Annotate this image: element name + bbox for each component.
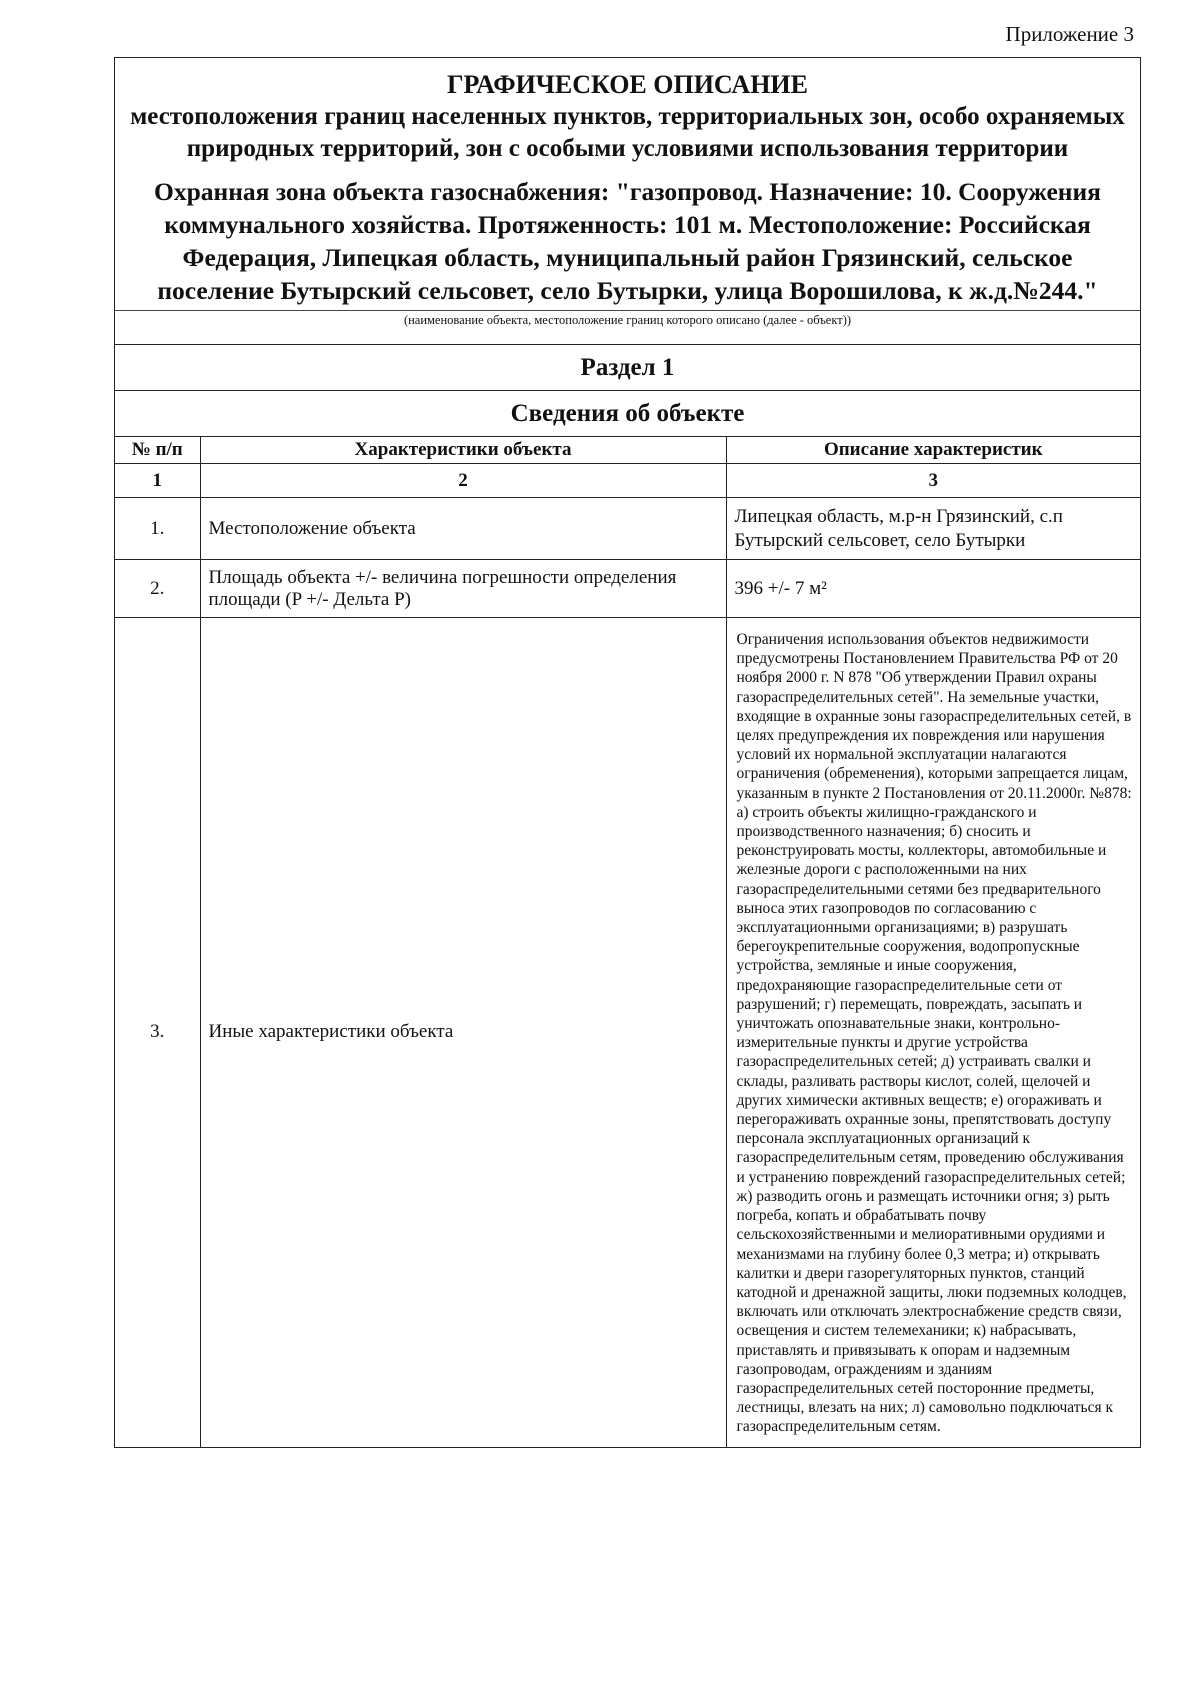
row-description: Ограничения использования объектов недвижимости предусмотрены Постановлением Правительства РФ от 20 ноября 2000 г. N 878 "Об утверждении Правил охраны газораспределительных сетей". На земельные участки, входящие в охранные зоны газораспределительных сетей, в целях предупреждения их повреждения или нарушения условий их нормальной эксплуатации налагаются ограничения (обременения), которыми запрещается лицам, указанным в пункте 2 Постановления от 20.11.2000г. №878: а) строить объекты жилищно-гражданского и производственного назначения; б) сносить и реконструировать мосты, коллекторы, автомобильные и железные дороги с расположенными на них газораспределительными сетями без предварительного выноса этих газопроводов по согласованию с эксплуатационными организациями; в) разрушать берегоукрепительные сооружения, водопропускные устройства, земляные и иные сооружения, предохраняющие газораспределительные сети от разрушений; г) перемещать, повреждать, засыпать и уничтожать опознавательные знаки, контрольно-измерительные пункты и другие устройства газораспределительных сетей; д) устраивать свалки и склады, разливать растворы кислот, солей, щелочей и других химически активных веществ; е) огораживать и перегораживать охранные зоны, препятствовать доступу персонала эксплуатационных организаций к газораспределительным сетям, проведению обслуживания и устранению повреждений газораспределительных сетей; ж) разводить огонь и размещать источники огня; з) рыть погреба, копать и обрабатывать почву сельскохозяйственными и мелиоративными орудиями и механизмами на глубину более 0,3 метра; и) открывать калитки и двери газорегуляторных пунктов, станций катодной и дренажной защиты, люки подземных колодцев, включать или отключать электроснабжение средств связи, освещения и систем телемеханики; к) набрасывать, приставлять и привязывать к опорам и надземным газопроводам, ограждениям и зданиям газораспределительных сетей посторонние предметы, лестницы, влезать на них; л) самовольно подключаться к газораспределительным сетям.	[726, 618, 1140, 1447]
document-subtitle: местоположения границ населенных пунктов, территориальных зон, особо охраняемых природных территорий, зон с особыми условиями использования территории	[130, 103, 1125, 162]
column-number-row	[115, 464, 1140, 498]
table-row	[115, 498, 1140, 560]
col-number-2: 2	[200, 464, 726, 498]
row-characteristic: Местоположение объекта	[200, 498, 726, 560]
row-characteristic: Иные характеристики объекта	[200, 618, 726, 1447]
header-description: Описание характеристик	[726, 437, 1140, 464]
section-subtitle: Сведения об объекте	[115, 390, 1140, 436]
document-title: ГРАФИЧЕСКОЕ ОПИСАНИЕ	[447, 70, 808, 99]
table-row	[115, 618, 1140, 1447]
document-frame	[114, 57, 1141, 1448]
row-characteristic: Площадь объекта +/- величина погрешности определения площади (P +/- Дельта P)	[200, 560, 726, 618]
row-description: Липецкая область, м.р-н Грязинский, с.п Бутырский сельсовет, село Бутырки	[726, 498, 1140, 560]
header-num: № п/п	[115, 437, 200, 464]
table-header-row	[115, 437, 1140, 464]
object-name: Охранная зона объекта газоснабжения: "газопровод. Назначение: 10. Сооружения коммунального хозяйства. Протяженность: 101 м. Местоположение: Российская Федерация, Липецкая область, муниципальный район Грязинский, сельское поселение Бутырский сельсовет, село Бутырки, улица Ворошилова, к ж.д.№244."	[154, 177, 1101, 305]
col-number-3: 3	[726, 464, 1140, 498]
header-characteristic: Характеристики объекта	[200, 437, 726, 464]
table-row	[115, 560, 1140, 618]
object-name-note: (наименование объекта, местоположение границ которого описано (далее - объект))	[403, 313, 852, 327]
row-description: 396 +/- 7 м²	[726, 560, 1140, 618]
object-info-table	[115, 436, 1140, 1447]
row-num: 2.	[115, 560, 200, 618]
section-title: Раздел 1	[115, 344, 1140, 390]
header-block	[115, 58, 1140, 344]
col-number-1: 1	[115, 464, 200, 498]
appendix-label: Приложение 3	[1005, 22, 1134, 46]
row-num: 1.	[115, 498, 200, 560]
row-num: 3.	[115, 618, 200, 1447]
